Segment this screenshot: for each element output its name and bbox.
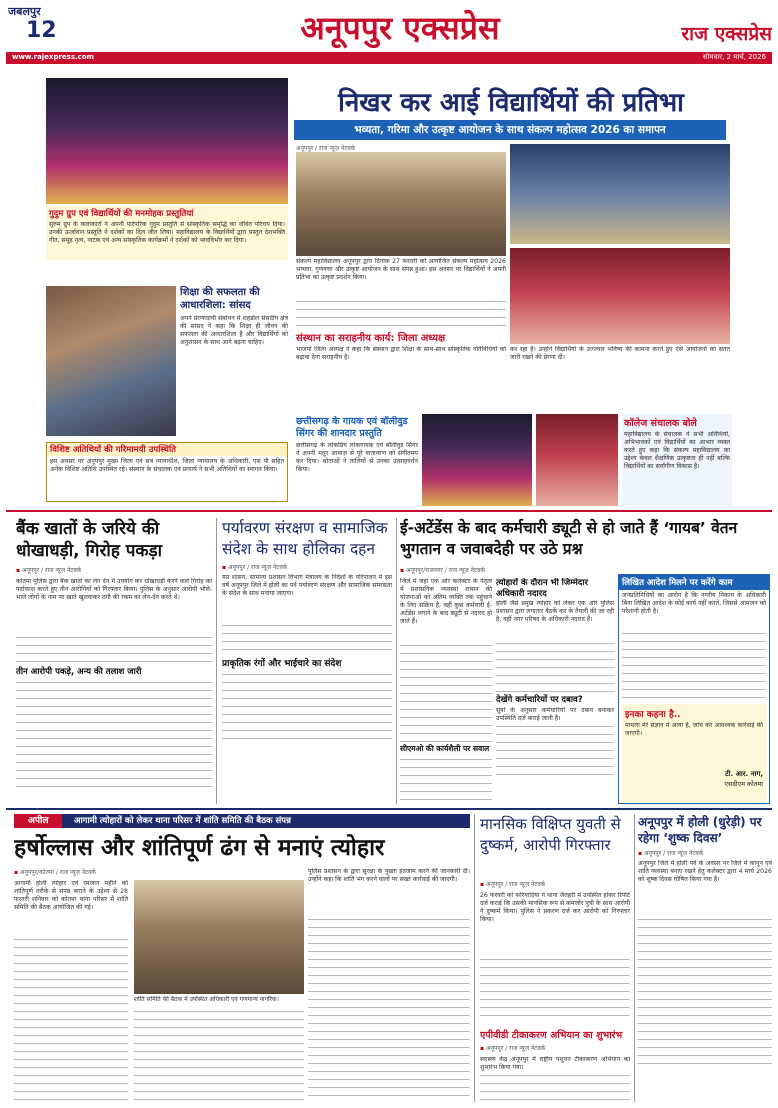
dry-day-byline: ▪ अनूपपुर / राज न्यूज़ नेटवर्क (638, 849, 772, 857)
vaccination-col (480, 1056, 630, 1102)
attendance-col2-body-1: होली जैसे प्रमुख त्योहार को लेकर एक ओर पुलिस प्रशासन द्वारा लगातार बैठकें कर के तैयारी की जा रही है, वहीं नगर परिषद के अधिकारी नदारद हैं। (496, 600, 614, 624)
holika-body: मप्र शासन, सामान्य प्रशासन विभाग मंत्रालय के निर्देशों के परिपालन में इस वर्ष अनूपपुर जिले में होली का पर्व पर्यावरण संरक्षण और सामाजिक समरसता के संदेश के साथ मनाया जाएगा। (222, 574, 392, 598)
holika-subhead: प्राकृतिक रंगों और भाईचारे का संदेश (222, 659, 342, 669)
rule-2 (396, 518, 397, 804)
woman-body: 26 फरवरी को फरियादिया ने थाना जैतहरी में उपस्थित होकर रिपोर्ट दर्ज कराई कि उसकी मानसिक रूप से कमजोर पुत्री के साथ आरोपी ने दुष्कर्म किया। पुलिस ने प्रकरण दर्ज कर आरोपी को गिरफ्तार किया। (480, 892, 630, 924)
guests-box-body: इस अवसर पर अनूपपुर मुख्य जिला एवं सत्र न्यायाधीश, जिला न्यायालय के अधिकारी, एस पी सहित अनेक विशिष्ट अतिथि उपस्थित रहे। संस्थान के संचालक एवं प्राचार्य ने सभी अतिथियों का स्वागत किया। (50, 458, 284, 474)
bank-story (16, 518, 212, 804)
singer-box-body: छत्तीसगढ़ के लोकप्रिय लोकगायक एवं बॉलीवुड सिंगर ने अपनी मधुर आवाज़ से पूरे वातावरण को संगीतमय कर दिया। श्रोताओं ने तालियों से उनका उत्साहवर्धन किया। (296, 442, 418, 474)
vaccination-subhead: एपीवीडी टीकाकरण अभियान का शुभारंभ (480, 1030, 623, 1041)
vaccination-body: स्वास्थ्य केंद्र अनूपपुर में राष्ट्रीय पशुधन टीकाकरण अभियान का शुभारंभ किया गया। (480, 1056, 630, 1072)
peace-byline: ▪ अनूपपुर/कोतमा / राज न्यूज़ नेटवर्क (14, 868, 214, 877)
director-box-title: कॉलेज संचालक बोले (624, 418, 697, 429)
attendance-byline: ▪ अनूपपुर/राजनगर / राज न्यूज़ नेटवर्क (400, 566, 600, 575)
bank-lines-1 (16, 634, 212, 664)
peace-kicker-text: आगामी त्योहारों को लेकर थाना परिसर में शांति समिति की बैठक संपन्न (74, 816, 291, 826)
quote-title: इनका कहना है.. (625, 710, 681, 720)
peace-kicker: अपील (14, 814, 62, 828)
masthead: अनूपपुर एक्सप्रेस (300, 9, 500, 47)
written-order-box (618, 574, 770, 804)
attendance-lines-1 (400, 642, 492, 742)
felicitation-photo (510, 248, 730, 344)
student-dance-photo (536, 414, 618, 506)
feature-subhead: भव्यता, गरिमा और उत्कृष्ट आयोजन के साथ संकल्प महोत्सव 2026 का समापन (294, 120, 726, 140)
bank-headline: बैंक खातों के जरिये की धोखाधड़ी, गिरोह पकड़ा (16, 519, 162, 561)
woman-byline: ▪ अनूपपुर / राज न्यूज़ नेटवर्क (480, 880, 630, 889)
feature-center-para (296, 258, 506, 330)
quote-body: मामला मेरे संज्ञान में आया है, जांच कर आवश्यक कार्रवाई की जाएगी। (625, 722, 763, 738)
dry-day-lines (638, 916, 772, 1066)
feature-byline: अनूपपुर / राज न्यूज़ नेटवर्क (296, 145, 356, 152)
header-city: जबलपुर (8, 5, 41, 18)
holika-lines-1 (222, 622, 392, 654)
bank-body: कोतमा पुलिस द्वारा बैंक खातों का लेन देन में उपयोग कर धोखाधड़ी करने वाले गिरोह का पर्दाफाश करते हुए तीन आरोपियों को गिरफ्तार किया। पुलिस के अनुसार आरोपी भोले-भाले लोगों के नाम पर खाते खुलवाकर ठगी की रकम का लेन-देन करते थे। (16, 578, 212, 602)
dry-day-box (638, 814, 772, 1102)
singer-photo (422, 414, 532, 506)
attendance-subhead-1: सीएमओ की कार्यशैली पर सवाल (400, 744, 490, 753)
woman-headline: मानसिक विक्षिप्त युवती से दुष्कर्म, आरोपी गिरफ्तार (480, 815, 621, 854)
peace-lines-under-photo (134, 1008, 304, 1102)
mla-body: भाजपा जिला अध्यक्ष ने कहा कि संस्थान द्वारा शिक्षा के साथ-साथ सांस्कृतिक गतिविधियों को बढ़ावा देना सराहनीय है। (296, 346, 506, 362)
quote-role: एसडीएम कोतमा (724, 780, 763, 788)
attendance-col2 (496, 578, 614, 804)
rule-4 (634, 814, 635, 1102)
peace-headline: हर्षोल्लास और शांतिपूर्ण ढंग से मनाएं त्योहार (14, 835, 385, 861)
attendance-body: जिले में जहां एक ओर कलेक्टर के नेतृत्व में प्रशासनिक व्यवस्था शासन की योजनाओं को अंतिम व्यक्ति तक पहुंचाने के लिए सक्रिय है, वहीं कुछ कर्मचारी ई-अटेंडेंस लगाने के बाद ड्यूटी से नदारद हो जाते हैं। (400, 578, 492, 626)
singer-box (296, 416, 418, 506)
attendance-col1 (400, 578, 492, 804)
mla-heading: संस्थान का सराहनीय कार्य: जिला अध्यक्ष (296, 333, 446, 344)
award-photo (46, 286, 176, 436)
middle-bottom-rule (6, 808, 772, 810)
mp-box-title: शिक्षा की सफलता की आधारशिला: सांसद (180, 287, 260, 311)
attendance-headline: ई-अटेंडेंस के बाद कर्मचारी ड्यूटी से हो जाते हैं ‘गायब’ वेतन भुगतान व जवाबदेही पर उठे प्रश्न (400, 519, 738, 558)
written-order-lines (622, 630, 766, 700)
feature-bottom-rule (6, 510, 772, 512)
vaccination-byline: ▪ अनूपपुर / राज न्यूज़ नेटवर्क (480, 1044, 630, 1053)
mp-box (180, 286, 288, 436)
bank-lines-2 (16, 679, 212, 789)
peace-meeting-photo (134, 880, 304, 994)
caption-gudum-title: गुदुम ग्रुप एवं विद्यार्थियों की मनमोहक प्रस्तुतियां (49, 209, 194, 219)
dry-day-body: अनूपपुर जिले में होली पर्व के अवसर पर जिले में कानून एवं शांति व्यवस्था बनाए रखने हेतु कलेक्टर द्वारा 4 मार्च 2026 को शुष्क दिवस घोषित किया गया है। (638, 860, 772, 884)
peace-lines-1 (14, 936, 128, 1100)
website-link[interactable]: www.rajexpress.com (12, 53, 94, 61)
mp-box-body: अपने प्रेरणादायी संबोधन में शहडोल संसदीय क्षेत्र की सांसद ने कहा कि शिक्षा ही जीवन की सफलता की आधारशिला है और विद्यार्थियों को अनुशासन के साथ आगे बढ़ना चाहिए। (180, 315, 288, 347)
brand-name: राज एक्सप्रेस (681, 23, 772, 45)
feature-right-caption: कर रहा है। उन्होंने विद्यार्थियों के उज्ज्वल भविष्य की कामना करते हुए ऐसे आयोजनों को सतत जारी रखने की प्रेरणा दी। (510, 346, 730, 362)
bank-subhead: तीन आरोपी पकड़े, अन्य की तलाश जारी (16, 667, 142, 677)
rule-1 (216, 518, 217, 804)
singer-box-title: छत्तीसगढ़ के गायक एवं बॉलीवुड सिंगर की शानदार प्रस्तुति (296, 416, 408, 439)
holika-lines-2 (222, 671, 392, 741)
audience-photo (296, 152, 506, 256)
caption-gudum-body: सुरुम ग्रुप के कलाकारों ने अपनी पारंपरिक गुदुम प्रस्तुति से सांस्कृतिक समृद्धि का जीवंत परिचय दिया। उनकी ऊर्जावान प्रस्तुति ने दर्शकों का दिल जीत लिया। महाविद्यालय के विद्यार्थियों द्वारा प्रस्तुत देशभक्ति गीत, समूह नृत्य, नाटक एवं अन्य सांस्कृतिक कार्यक्रमों ने दर्शकों को भावविभोर कर दिया। (49, 221, 285, 245)
director-box (622, 414, 732, 506)
holika-byline: ▪ अनूपपुर / राज न्यूज़ नेटवर्क (222, 563, 392, 571)
guests-box-title: विशिष्ट अतिथियों की गरिमामयी उपस्थिति (47, 443, 287, 456)
bank-byline: ▪ अनूपपुर / राज न्यूज़ नेटवर्क (16, 566, 212, 574)
caption-gudum (46, 206, 288, 260)
peace-kicker-bar (14, 814, 470, 828)
peace-body-right: पुलिस प्रशासन के द्वारा सुरक्षा के पुख्ता इंतजाम करने की जानकारी दी। उन्होंने कहा कि शांति भंग करने वालों पर सख्त कार्रवाई की जाएगी। (308, 868, 470, 884)
woman-col (480, 892, 630, 1024)
attendance-col2-lines-2 (496, 723, 614, 775)
header-bar (6, 52, 772, 64)
peace-col3 (308, 868, 470, 1102)
attendance-col2-subhead-2: देखेंगे कर्मचारियों पर दबाव? (496, 695, 583, 705)
attendance-col2-lines-1 (496, 640, 614, 692)
peace-photo-caption: शांति समिति की बैठक में उपस्थित अधिकारी एवं गणमान्य नागरिक। (134, 996, 279, 1003)
issue-date: सोमवार, 2 मार्च, 2026 (702, 53, 766, 61)
guests-box (46, 442, 288, 502)
holika-story (222, 518, 392, 804)
written-order-headline: लिखित आदेश मिलने पर करेंगे काम (619, 575, 769, 590)
feature-center-text: संकल्प महाविद्यालय अनूपपुर द्वारा दिनांक 27 फरवरी को आयोजित संकल्प महोत्सव 2026 भव्यता, गुणवत्ता और उत्कृष्ट आयोजन के साथ संपन्न हुआ। इस अवसर पर विद्यार्थियों ने अपनी प्रतिभा का उत्कृष्ट प्रदर्शन किया। (296, 258, 506, 282)
dry-day-headline: अनूपपुर में होली (धुरेड़ी) पर रहेगा ‘शुष्क दिवस’ (638, 815, 762, 845)
director-box-body: महाविद्यालय के संचालक ने सभी अतिथियों, अभिभावकों एवं विद्यार्थियों का आभार व्यक्त करते हुए कहा कि संकल्प महाविद्यालय का उद्देश्य केवल शैक्षणिक उत्कृष्टता ही नहीं बल्कि विद्यार्थियों का सर्वांगीण विकास है। (624, 431, 730, 471)
attendance-col2-body-2: सूत्रों के अनुसार कर्मचारियों पर दबाव बनाकर उपस्थिति दर्ज कराई जाती है। (496, 707, 614, 723)
quote-author: टी. आर. नाग, (725, 770, 763, 778)
feature-headline: निखर कर आई विद्यार्थियों की प्रतिभा (338, 88, 684, 118)
feature-center-lines (296, 298, 506, 328)
peace-body: आगामी होली त्योहार एवं रमजान महीने को शांतिपूर्ण तरीके से संपन्न कराने के उद्देश्य से 28 फरवरी शनिवार को कोतमा थाना परिसर में शांति समिति की बैठक आयोजित की गई। (14, 880, 128, 912)
page-number: 12 (26, 18, 57, 43)
attendance-lines-2 (400, 756, 492, 804)
written-order-body: जनप्रतिनिधियों का आरोप है कि नगरीय निकाय के अधिकारी बिना लिखित आदेश के कोई कार्य नहीं करते, जिससे आमजन को परेशानी होती है। (622, 592, 766, 616)
holika-headline: पर्यावरण संरक्षण व सामाजिक संदेश के साथ होलिका दहन (222, 519, 388, 558)
peace-col1 (14, 880, 128, 1102)
rule-3 (474, 814, 475, 1102)
quote-box (622, 704, 766, 804)
woman-lines (480, 956, 630, 1022)
dignitaries-photo (510, 144, 730, 244)
attendance-col2-subhead-1: त्योहारों के दौरान भी जिम्मेदार अधिकारी नदारद (496, 578, 588, 599)
peace-lines-2 (308, 916, 470, 1100)
dance-performance-photo (46, 78, 288, 204)
vaccination-lines (480, 1072, 630, 1100)
